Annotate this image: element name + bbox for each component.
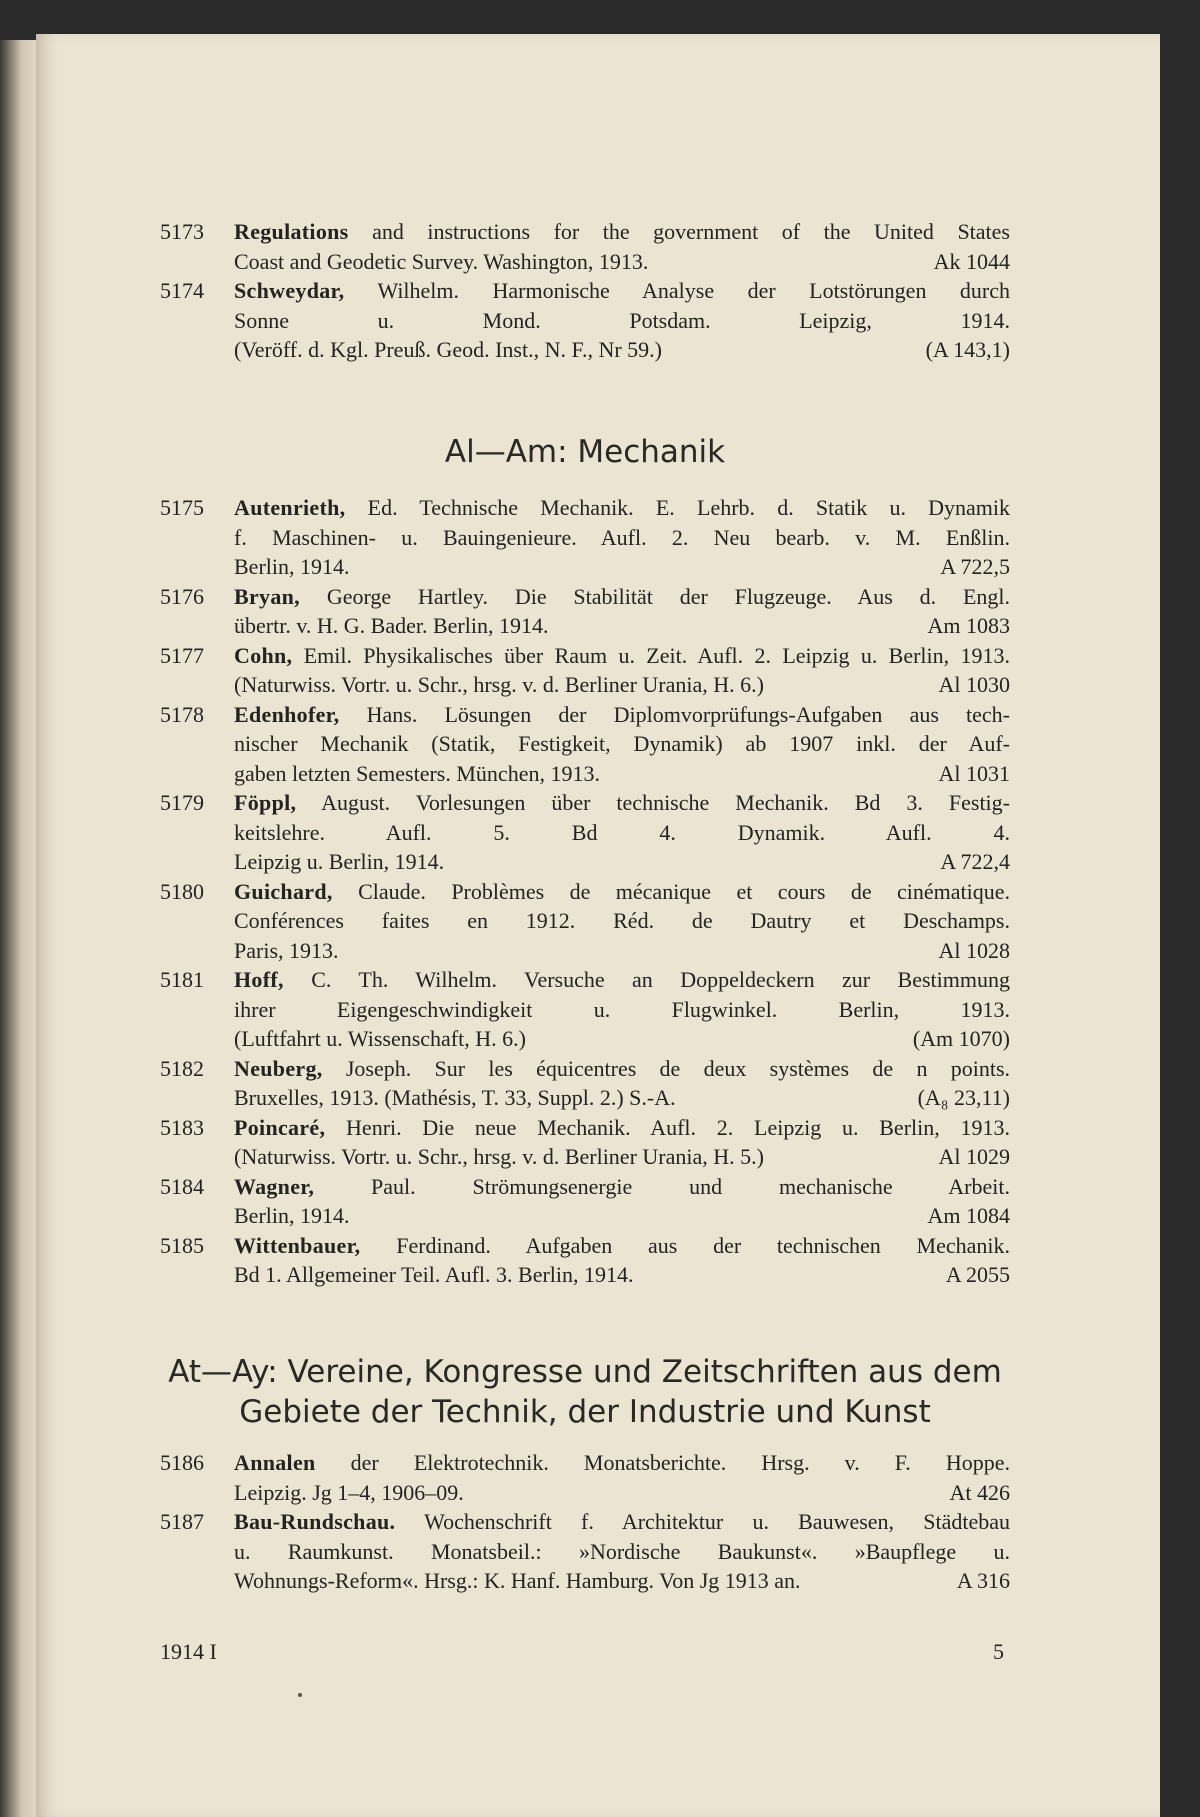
entries-section-vereine: [160, 1448, 1010, 1596]
entry-number: 5178: [160, 701, 204, 727]
entry-author: Cohn,: [234, 642, 293, 668]
bibliography-entry: [160, 1054, 1010, 1113]
paper-speck: [298, 1693, 302, 1697]
bibliography-entry: [160, 1231, 1010, 1290]
entry-line-text: August. Vorlesungen über technische Mechanik. Bd 3. Festig-: [321, 790, 1010, 815]
bibliography-entry: [160, 641, 1010, 700]
entry-number: 5177: [160, 642, 204, 668]
entry-line: [234, 247, 1010, 277]
entry-line: [234, 306, 1010, 336]
shelf-mark: (Am 1070): [912, 1026, 1010, 1051]
entry-line-text: Coast and Geodetic Survey. Washington, 1913.: [234, 248, 649, 274]
section-heading-mechanik: Al—Am: Mechanik: [444, 434, 726, 470]
entry-line-text: übertr. v. H. G. Bader. Berlin, 1914.: [234, 613, 549, 638]
entry-line-text: Emil. Physikalisches über Raum u. Zeit. Aufl. 2. Leipzig u. Berlin, 1913.: [303, 642, 1010, 668]
entry-author: Bryan,: [234, 583, 300, 609]
entry-line: [234, 1083, 1010, 1113]
entry-number: 5181: [160, 967, 204, 992]
entry-line-text: (Veröff. d. Kgl. Preuß. Geod. Inst., N. F., Nr 59.): [234, 337, 663, 362]
bibliography-entry: [160, 1172, 1010, 1231]
entry-number: 5176: [160, 583, 204, 609]
entry-line-text: and instructions for the government of the United States: [372, 219, 1010, 244]
entry-line-text: Bd 1. Allgemeiner Teil. Aufl. 3. Berlin, 1914.: [234, 1262, 634, 1287]
entry-line: [234, 906, 1010, 936]
entry-line-text: Paul. Strömungsenergie und mechanische Arbeit.: [371, 1173, 1010, 1199]
entry-line-text: Berlin, 1914.: [234, 554, 350, 579]
entry-line-text: Ed. Technische Mechanik. E. Lehrb. d. Statik u. Dynamik: [367, 495, 1011, 520]
entry-line-text: Sonne u. Mond. Potsdam. Leipzig, 1914.: [234, 307, 1010, 333]
entry-line-text: f. Maschinen- u. Bauingenieure. Aufl. 2. Neu bearb. v. M. Enßlin.: [234, 524, 1010, 550]
bibliography-entry: [160, 582, 1010, 641]
entry-number: 5183: [160, 1114, 204, 1140]
entry-author: Wagner,: [234, 1173, 315, 1199]
footer-signature-mark: 1914 I: [160, 1639, 217, 1664]
page-number: 5: [993, 1639, 1004, 1664]
entry-line-text: Paris, 1913.: [234, 937, 339, 963]
shelf-mark: A 316: [956, 1568, 1010, 1593]
entry-author: Edenhofer,: [234, 701, 340, 727]
bibliography-entry: [160, 1448, 1010, 1507]
entry-line: [234, 847, 1010, 877]
entry-line: [234, 1142, 1010, 1172]
shelf-mark: A 722,4: [940, 849, 1010, 874]
entry-line-text: C. Th. Wilhelm. Versuche an Doppeldeckern zur Bestimmung: [311, 967, 1011, 992]
entry-number: 5180: [160, 878, 204, 904]
entry-author: Bau-Rundschau.: [234, 1509, 396, 1534]
bibliography-entry: [160, 700, 1010, 789]
entry-line-text: Conférences faites en 1912. Réd. de Dautry et Deschamps.: [234, 908, 1010, 933]
bibliography-entry: [160, 965, 1010, 1054]
entry-author: Annalen: [234, 1450, 316, 1475]
entry-number: 5173: [160, 219, 204, 244]
bibliography-entry: [160, 1507, 1010, 1596]
entry-line: [234, 1537, 1010, 1567]
heading-line-2: Gebiete der Technik, der Industrie und Kunst: [239, 1394, 931, 1430]
entry-line: [234, 493, 1010, 523]
entry-line-text: u. Raumkunst. Monatsbeil.: »Nordische Baukunst«. »Baupflege u.: [234, 1538, 1010, 1564]
entry-line-text: (Naturwiss. Vortr. u. Schr., hrsg. v. d. Berliner Urania, H. 5.): [234, 1144, 764, 1169]
entry-line: [234, 877, 1010, 907]
entry-line: [234, 965, 1010, 995]
entry-line: [234, 1566, 1010, 1596]
entry-author: Neuberg,: [234, 1055, 323, 1081]
bibliography-entry: [160, 276, 1010, 365]
entry-author: Guichard,: [234, 878, 333, 904]
entry-line-text: Joseph. Sur les équicentres de deux systèmes de n points.: [345, 1055, 1011, 1081]
shelf-mark: Am 1083: [927, 613, 1010, 638]
entry-line: [234, 552, 1010, 582]
entry-line: [234, 700, 1010, 730]
entry-line: [234, 1478, 1010, 1508]
shelf-mark: Al 1029: [938, 1144, 1010, 1169]
bibliography-entry: [160, 788, 1010, 877]
entry-line: [234, 1448, 1010, 1478]
entry-line: [234, 759, 1010, 789]
entry-line: [234, 582, 1010, 612]
entry-line-text: Bruxelles, 1913. (Mathésis, T. 33, Suppl. 2.) S.-A.: [234, 1085, 676, 1110]
entry-line-text: Henri. Die neue Mechanik. Aufl. 2. Leipzig u. Berlin, 1913.: [346, 1114, 1010, 1140]
shelf-mark: Al 1030: [938, 672, 1010, 697]
entry-number: 5186: [160, 1450, 204, 1475]
bibliography-entry: [160, 1113, 1010, 1172]
shelf-mark: Ak 1044: [933, 248, 1010, 274]
entry-number: 5187: [160, 1509, 204, 1534]
entry-number: 5179: [160, 790, 204, 815]
shelf-mark: Al 1028: [938, 937, 1010, 963]
entry-author: Wittenbauer,: [234, 1232, 361, 1258]
shelf-mark: A 722,5: [940, 554, 1010, 579]
entry-line: [234, 1172, 1010, 1202]
entry-line: [234, 670, 1010, 700]
entry-line: [234, 1260, 1010, 1290]
entries-section-mechanik: [160, 493, 1010, 1290]
entries-section-regulations: [160, 217, 1010, 365]
entry-line: [234, 523, 1010, 553]
entry-line: [234, 1113, 1010, 1143]
entry-line: [234, 1201, 1010, 1231]
entry-line-text: Leipzig. Jg 1–4, 1906–09.: [234, 1479, 464, 1505]
entry-line-text: keitslehre. Aufl. 5. Bd 4. Dynamik. Aufl. 4.: [234, 819, 1010, 845]
entry-line-text: (Luftfahrt u. Wissenschaft, H. 6.): [234, 1026, 526, 1051]
shelf-mark: (A 143,1): [925, 337, 1010, 362]
entry-number: 5182: [160, 1055, 204, 1081]
entry-author: Hoff,: [234, 967, 284, 992]
entry-line-text: Ferdinand. Aufgaben aus der technischen Mechanik.: [396, 1232, 1010, 1258]
entry-line: [234, 276, 1010, 306]
entry-line: [234, 1507, 1010, 1537]
heading-line-1: At—Ay: Vereine, Kongresse und Zeitschriften aus dem: [168, 1354, 1002, 1390]
entry-line: [234, 1024, 1010, 1054]
bibliography-entry: [160, 217, 1010, 276]
book-gutter: [0, 40, 36, 1817]
entry-author: Autenrieth,: [234, 495, 346, 520]
entry-line: [234, 788, 1010, 818]
entry-number: 5184: [160, 1173, 204, 1199]
shelf-mark: At 426: [949, 1479, 1010, 1505]
entry-line-text: der Elektrotechnik. Monatsberichte. Hrsg. v. F. Hoppe.: [350, 1450, 1011, 1475]
entry-line-text: (Naturwiss. Vortr. u. Schr., hrsg. v. d. Berliner Urania, H. 6.): [234, 672, 764, 697]
entry-line: [234, 995, 1010, 1025]
entry-number: 5175: [160, 495, 204, 520]
entry-line-text: George Hartley. Die Stabilität der Flugzeuge. Aus d. Engl.: [326, 583, 1011, 609]
entry-line: [234, 335, 1010, 365]
entry-line: [234, 641, 1010, 671]
bibliography-entry: [160, 493, 1010, 582]
entry-line: [234, 936, 1010, 966]
entry-line-text: Hans. Lösungen der Diplomvorprüfungs-Aufgaben aus tech-: [366, 701, 1010, 727]
shelf-mark: Al 1031: [938, 760, 1010, 786]
entry-author: Föppl,: [234, 790, 297, 815]
entry-line-text: Claude. Problèmes de mécanique et cours de cinématique.: [358, 878, 1011, 904]
entry-line-text: Berlin, 1914.: [234, 1203, 350, 1228]
entry-line: [234, 1054, 1010, 1084]
section-heading-vereine: [160, 1352, 1010, 1432]
shelf-mark: A 2055: [945, 1262, 1010, 1287]
entry-line-text: ihrer Eigengeschwindigkeit u. Flugwinkel. Berlin, 1913.: [234, 996, 1010, 1022]
entry-author: Regulations: [234, 219, 349, 244]
entry-line: [234, 729, 1010, 759]
entry-number: 5185: [160, 1232, 204, 1258]
entry-line-text: Wilhelm. Harmonische Analyse der Lotstörungen durch: [377, 278, 1010, 303]
entry-line: [234, 611, 1010, 641]
entry-line-text: Wohnungs-Reform«. Hrsg.: K. Hanf. Hamburg. Von Jg 1913 an.: [234, 1568, 801, 1593]
shelf-mark: (A₈ 23,11): [917, 1085, 1010, 1110]
entry-author: Schweydar,: [234, 278, 345, 303]
bibliography-entry: [160, 877, 1010, 966]
entry-line: [234, 1231, 1010, 1261]
entry-author: Poincaré,: [234, 1114, 326, 1140]
entry-line: [234, 217, 1010, 247]
entry-line-text: nischer Mechanik (Statik, Festigkeit, Dynamik) ab 1907 inkl. der Auf-: [234, 731, 1010, 756]
shelf-mark: Am 1084: [927, 1203, 1010, 1228]
entry-line: [234, 818, 1010, 848]
entry-number: 5174: [160, 278, 204, 303]
entry-line-text: Leipzig u. Berlin, 1914.: [234, 849, 445, 874]
entry-line-text: gaben letzten Semesters. München, 1913.: [234, 760, 600, 786]
entry-line-text: Wochenschrift f. Architektur u. Bauwesen, Städtebau: [424, 1509, 1010, 1534]
